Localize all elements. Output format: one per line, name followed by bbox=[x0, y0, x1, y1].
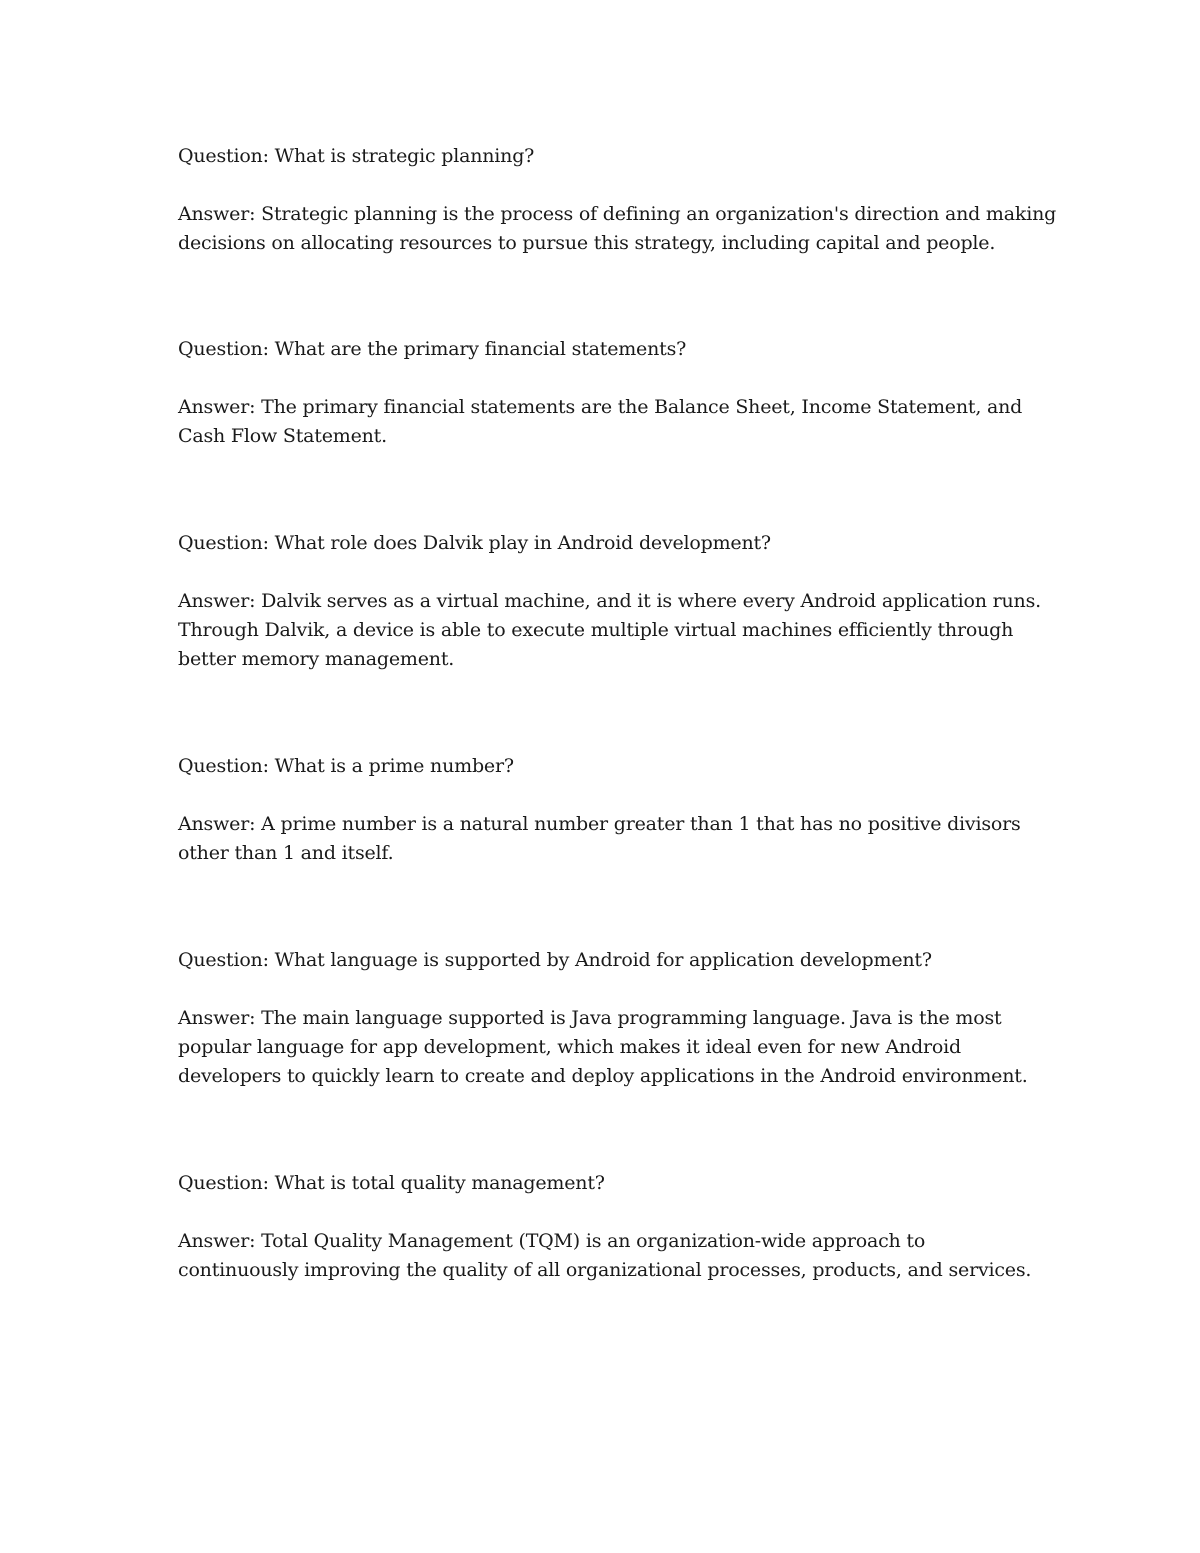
qa-item-android-language bbox=[178, 946, 1058, 1091]
answer-text bbox=[178, 587, 1058, 674]
answer-line: Answer: Strategic planning is the process of defining an organization's direction and making bbox=[178, 203, 1057, 225]
answer-line: Through Dalvik, a device is able to execute multiple virtual machines efficiently through bbox=[178, 619, 1014, 641]
answer-line: decisions on allocating resources to pursue this strategy, including capital and people. bbox=[178, 232, 996, 254]
answer-line: continuously improving the quality of all organizational processes, products, and services. bbox=[178, 1259, 1032, 1281]
answer-line: Answer: A prime number is a natural number greater than 1 that has no positive divisors bbox=[178, 813, 1021, 835]
question-text: Question: What is total quality management? bbox=[178, 1172, 605, 1194]
answer-text bbox=[178, 1227, 1058, 1285]
question-text: Question: What language is supported by Android for application development? bbox=[178, 949, 932, 971]
question-text: Question: What role does Dalvik play in Android development? bbox=[178, 532, 771, 554]
qa-item-prime-number bbox=[178, 752, 1058, 868]
answer-line: Answer: The main language supported is Java programming language. Java is the most bbox=[178, 1007, 1002, 1029]
question-text: Question: What are the primary financial statements? bbox=[178, 338, 687, 360]
qa-item-strategic-planning bbox=[178, 142, 1058, 258]
answer-line: Answer: Total Quality Management (TQM) is an organization-wide approach to bbox=[178, 1230, 926, 1252]
answer-text bbox=[178, 1004, 1058, 1091]
qa-item-dalvik bbox=[178, 529, 1058, 674]
question-text: Question: What is strategic planning? bbox=[178, 145, 535, 167]
answer-line: better memory management. bbox=[178, 648, 455, 670]
answer-line: other than 1 and itself. bbox=[178, 842, 394, 864]
answer-line: popular language for app development, which makes it ideal even for new Android bbox=[178, 1036, 961, 1058]
answer-line: Cash Flow Statement. bbox=[178, 425, 387, 447]
answer-line: Answer: The primary financial statements are the Balance Sheet, Income Statement, and bbox=[178, 396, 1023, 418]
answer-line: Answer: Dalvik serves as a virtual machine, and it is where every Android application runs. bbox=[178, 590, 1041, 612]
qa-item-financial-statements bbox=[178, 335, 1058, 451]
question-text: Question: What is a prime number? bbox=[178, 755, 514, 777]
answer-text bbox=[178, 200, 1058, 258]
answer-line: developers to quickly learn to create and deploy applications in the Android environment. bbox=[178, 1065, 1028, 1087]
answer-text bbox=[178, 393, 1058, 451]
answer-text bbox=[178, 810, 1058, 868]
qa-item-total-quality-management bbox=[178, 1169, 1058, 1285]
